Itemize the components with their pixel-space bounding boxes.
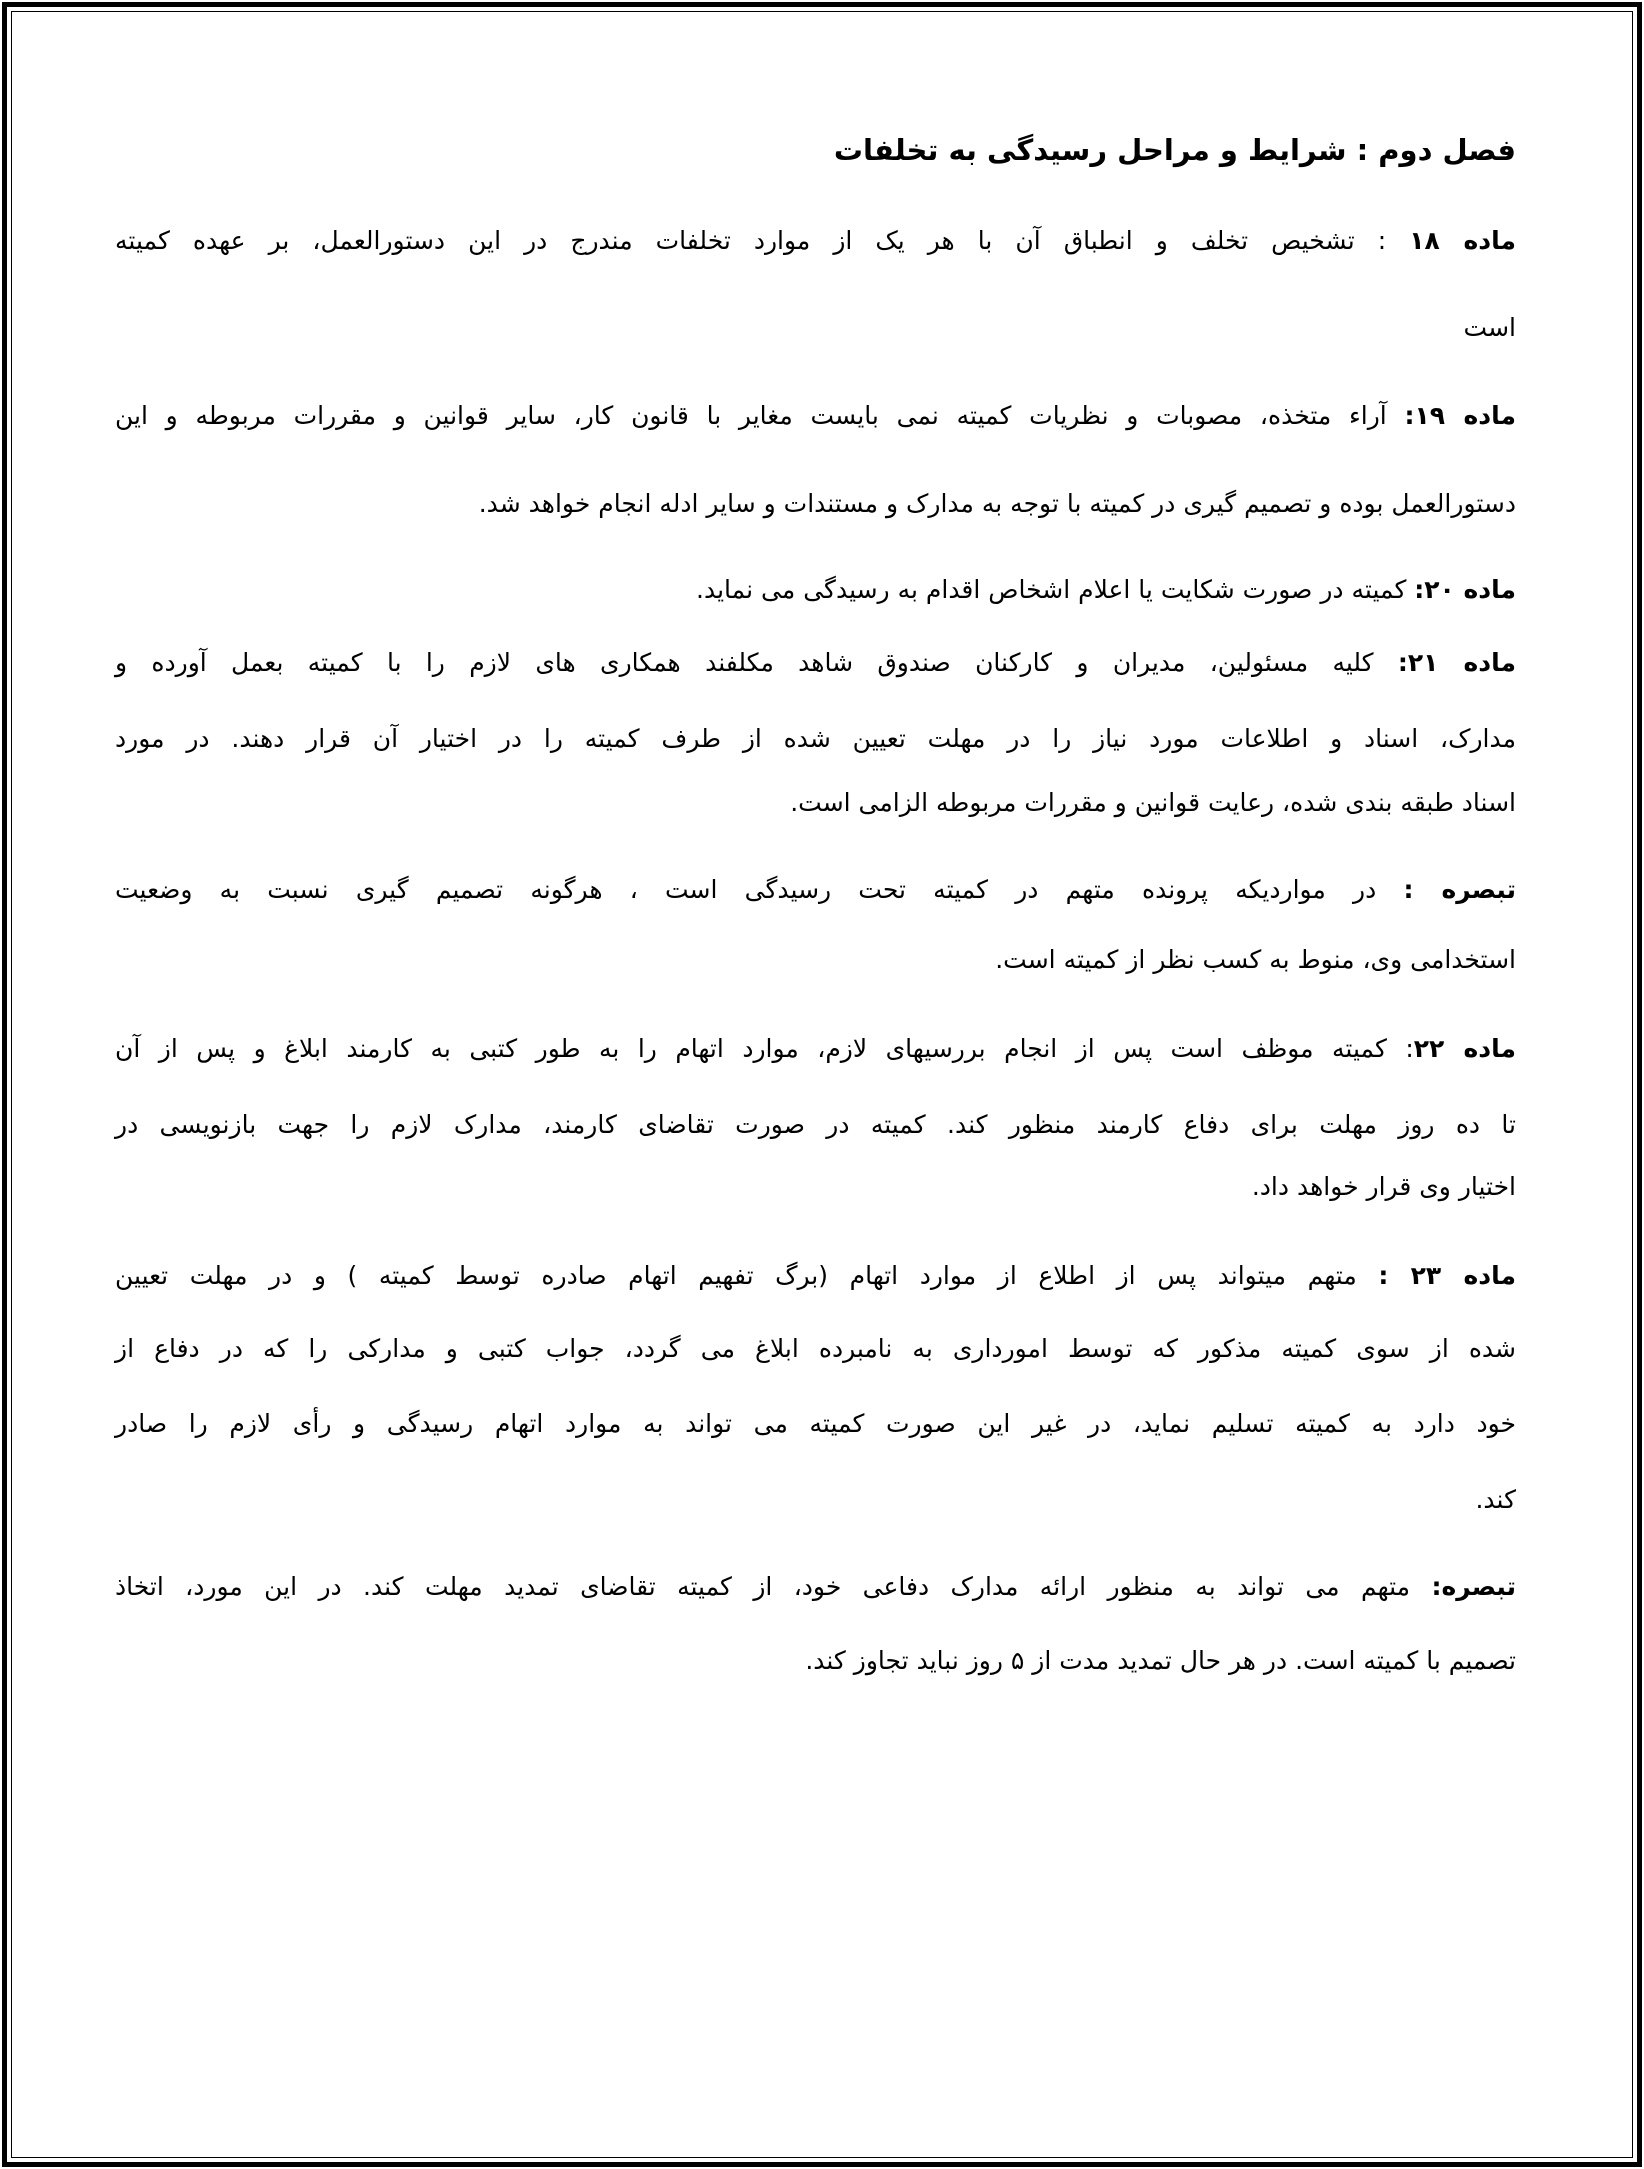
article-text: خود دارد به کمیته تسلیم نماید، در غیر این صورت کمیته می تواند به موارد اتهام رسیدگی و رأی لازم را صادر	[115, 1409, 1516, 1438]
paragraph-line	[115, 484, 1516, 524]
article-label: تبصره:	[1431, 1572, 1516, 1601]
article-text: کمیته در صورت شکایت یا اعلام اشخاص اقدام به رسیدگی می نماید.	[696, 575, 1415, 604]
paragraph-line	[115, 870, 1516, 910]
paragraph-line	[115, 1641, 1516, 1681]
paragraph-line	[115, 1329, 1516, 1369]
article-text: دستورالعمل بوده و تصمیم گیری در کمیته با توجه به مدارک و مستندات و سایر ادله انجام خواهد شد.	[478, 489, 1516, 518]
article-text: تصمیم با کمیته است. در هر حال تمدید مدت از ۵ روز نباید تجاوز کند.	[805, 1646, 1516, 1675]
article-text: متهم میتواند پس از اطلاع از موارد اتهام (برگ تفهیم اتهام صادره توسط کمیته ) و در مهلت تعیین	[115, 1261, 1379, 1290]
paragraph-line	[115, 1167, 1516, 1207]
article-text: متهم می تواند به منظور ارائه مدارک دفاعی خود، از کمیته تقاضای تمدید مهلت کند. در این مورد، اتخاذ	[115, 1572, 1432, 1601]
paragraph-line	[115, 308, 1516, 348]
paragraph-line	[115, 1105, 1516, 1145]
paragraph-line	[115, 940, 1516, 980]
paragraph-line	[115, 783, 1516, 823]
section-title: فصل دوم : شرایط و مراحل رسیدگی به تخلفات	[833, 133, 1516, 167]
paragraph-line	[115, 1404, 1516, 1444]
article-label: تبصره :	[1403, 875, 1516, 904]
article-label: ماده ۲۰:	[1414, 575, 1516, 604]
article-text: استخدامی وی، منوط به کسب نظر از کمیته است.	[995, 945, 1516, 974]
paragraph-line	[115, 570, 1516, 610]
article-label: ماده ۲۲	[1413, 1034, 1516, 1063]
article-text: : کمیته موظف است پس از انجام بررسیهای لازم، موارد اتهام را به طور کتبی به کارمند ابلاغ و پس از آن	[115, 1034, 1414, 1063]
paragraph-line	[115, 1029, 1516, 1069]
article-label: ماده ۲۱:	[1397, 648, 1516, 677]
article-text: کند.	[1475, 1485, 1516, 1514]
article-text: در مواردیکه پرونده متهم در کمیته تحت رسیدگی است ، هرگونه تصمیم گیری نسبت به وضعیت	[115, 875, 1404, 904]
article-label: ماده ۱۸	[1409, 226, 1516, 255]
article-text: آراء متخذه، مصوبات و نظریات کمیته نمی بایست مغایر با قانون کار، سایر قوانین و مقررات مربوطه و این	[115, 401, 1405, 430]
paragraph-line	[115, 1256, 1516, 1296]
article-label: ماده ۲۳ :	[1378, 1261, 1516, 1290]
paragraph-line	[115, 1567, 1516, 1607]
article-text: کلیه مسئولین، مدیران و کارکنان صندوق شاهد مکلفند همکاری های لازم را با کمیته بعمل آورده و	[115, 648, 1398, 677]
paragraph-line	[115, 719, 1516, 759]
article-text: شده از سوی کمیته مذکور که توسط امورداری به نامبرده ابلاغ می گردد، جواب کتبی و مدارکی را که در دفاع از	[115, 1334, 1516, 1363]
article-text: مدارک، اسناد و اطلاعات مورد نیاز را در مهلت تعیین شده از طرف کمیته را در اختیار آن قرار دهند. در مورد	[115, 724, 1516, 753]
paragraph-line	[115, 643, 1516, 683]
article-text: است	[1463, 313, 1516, 342]
article-text: اسناد طبقه بندی شده، رعایت قوانین و مقررات مربوطه الزامی است.	[790, 788, 1516, 817]
article-text: تا ده روز مهلت برای دفاع کارمند منظور کند. کمیته در صورت تقاضای کارمند، مدارک لازم را جهت بازنویسی در	[115, 1110, 1516, 1139]
paragraph-line	[115, 221, 1516, 261]
article-text: : تشخیص تخلف و انطباق آن با هر یک از موارد تخلفات مندرج در این دستورالعمل، بر عهده کمیته	[115, 226, 1410, 255]
article-text: اختیار وی قرار خواهد داد.	[1251, 1172, 1516, 1201]
article-label: ماده ۱۹:	[1404, 401, 1516, 430]
paragraph-line	[115, 1480, 1516, 1520]
paragraph-line	[115, 396, 1516, 436]
